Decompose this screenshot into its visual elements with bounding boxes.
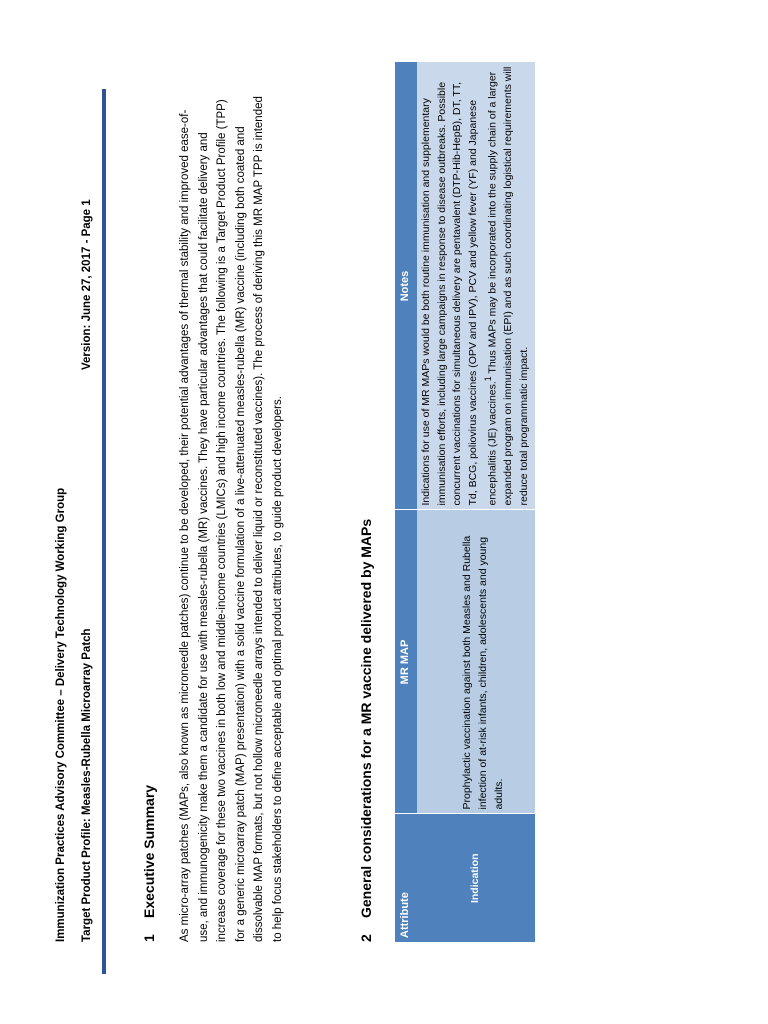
header-profile-line bbox=[80, 42, 94, 942]
cell-notes bbox=[417, 62, 535, 510]
section-1-heading bbox=[140, 785, 158, 942]
notes-text-part-1: Indications for use of MR MAPs would be both routine immunisation and supplementary immunisation efforts, including large campaigns in response to disease outbreaks. Possible concurrent vaccinations for simultaneous delivery are pentavalent (DTP-Hib-HepB), DT, TT, Td, BCG, poliovirus vaccines (OPV and IPV), PCV and yellow fever (YF) and Japanese encephalitis (JE) vaccines. bbox=[420, 81, 499, 506]
header-org-line: Immunization Practices Advisory Committee – Delivery Technology Working Group bbox=[55, 487, 67, 942]
notes-text-part-2: Thus MAPs may be incorporated into the supply chain of a larger expanded program on immunisation (EPI) and as such coordinating logistical requirements will reduce total programmatic impact. bbox=[486, 66, 531, 506]
version-label: Version: June 27, 2017 - Page 1 bbox=[81, 199, 93, 370]
section-1-title: Executive Summary bbox=[141, 784, 157, 918]
section-2-title: General considerations for a MR vaccine delivered by MAPs bbox=[358, 518, 374, 918]
table-row bbox=[417, 62, 535, 942]
section-1-number: 1 bbox=[141, 934, 157, 942]
executive-summary-text: As micro-array patches (MAPs, also known as microneedle patches) continue to be developed, their potential advantages of thermal stability and improved ease-of-use, and immunogenicity make them a candidate for use with measles-rubella (MR) vaccines. They have particular advantages that could facilitate delivery and increase coverage for these two vaccines in both low and middle-income countries (LMICs) and high income countries. The following is a Target Product Profile (TPP) for a generic microarray patch (MAP) presentation) with a solid vaccine formulation of a live-attenuated measles-rubella (MR) vaccine (including both coated and dissolvable MAP formats, but not hollow microneedle arrays intended to deliver liquid or reconstituted vaccines). The process of deriving this MR MAP TPP is intended to help focus stakeholders to define acceptable and optimal product attributes, to guide product developers. bbox=[179, 96, 284, 942]
cell-mr-map: Prophylactic vaccination against both Measles and Rubella infection of at-risk infants, children, adolescents and young adults. bbox=[417, 510, 535, 814]
section-2-number: 2 bbox=[358, 934, 374, 942]
tpp-table bbox=[395, 62, 535, 943]
footnote-ref[interactable]: 1 bbox=[483, 376, 494, 382]
section-2-heading bbox=[357, 519, 375, 942]
header-notes: Notes bbox=[395, 62, 417, 510]
profile-title: Target Product Profile: Measles-Rubella Microarray Patch bbox=[81, 628, 93, 942]
header-divider bbox=[102, 89, 106, 974]
cell-attribute: Indication bbox=[417, 814, 535, 942]
table-header-row bbox=[395, 62, 417, 942]
header-mr-map: MR MAP bbox=[395, 510, 417, 814]
header-attribute: Attribute bbox=[395, 814, 417, 942]
